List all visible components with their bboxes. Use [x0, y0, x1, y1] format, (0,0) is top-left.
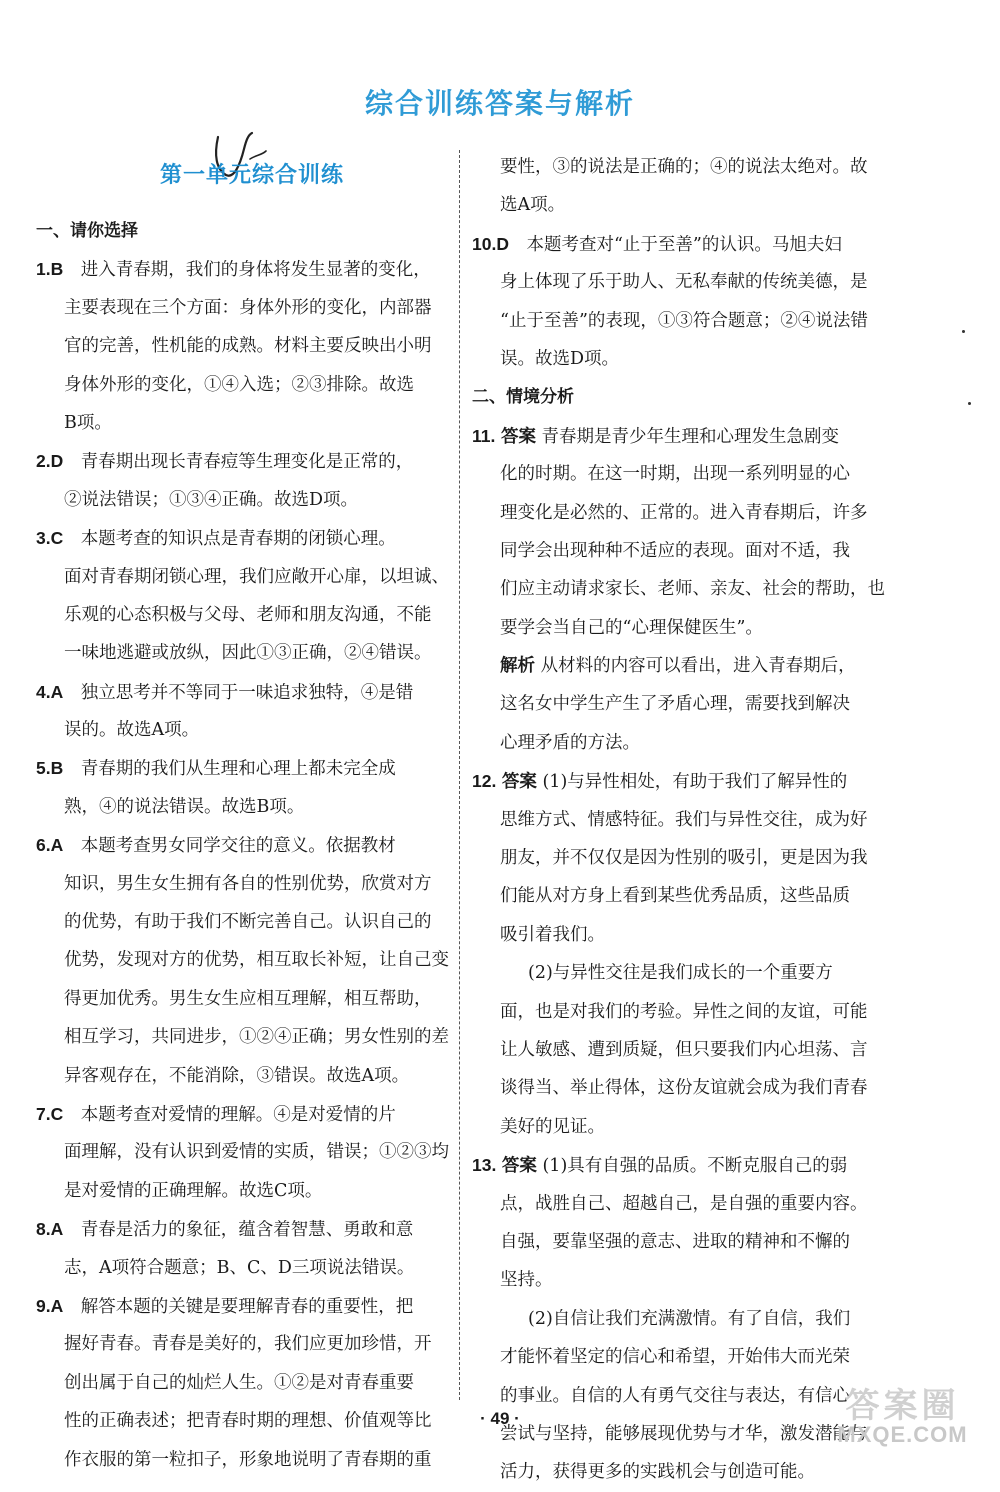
- item-text: 是对爱情的正确理解。故选C项。: [64, 1180, 323, 1201]
- answer-item: [36, 519, 456, 557]
- answer-label: 答案: [501, 1156, 537, 1177]
- answer-item: [36, 1287, 456, 1325]
- item-number: 10.D: [472, 233, 509, 254]
- item-text: 们应主动请求家长、老师、亲友、社会的帮助，也: [500, 579, 885, 600]
- answer-item: [36, 673, 456, 711]
- answer-item: [36, 250, 456, 288]
- item-text: 选A项。: [500, 195, 566, 216]
- text-line: [36, 711, 456, 749]
- item-number: 1.B: [36, 259, 64, 280]
- item-text: (2)自信让我们充满激情。有了自信，我们: [528, 1308, 851, 1329]
- answer-item: [36, 826, 456, 864]
- item-text: 活力，获得更多的实践机会与创造可能。: [500, 1462, 815, 1483]
- item-text: 异客观存在，不能消除，③错误。故选A项。: [64, 1065, 410, 1086]
- text-line: [36, 1441, 456, 1479]
- answer-item: [472, 225, 890, 263]
- text-line: [36, 1133, 456, 1171]
- item-text: 朋友，并不仅仅是因为性别的吸引，更是因为我: [500, 848, 868, 869]
- text-line: [36, 596, 456, 634]
- text-line: [472, 532, 890, 570]
- text-line: [472, 494, 890, 532]
- item-text: 自强，要靠坚强的意志、进取的精神和不懈的: [500, 1231, 850, 1252]
- item-text: ②说法错误；①③④正确。故选D项。: [64, 489, 359, 510]
- item-text: 要学会当自己的“心理保健医生”。: [500, 617, 763, 638]
- text-line: [36, 289, 456, 327]
- paragraph-line: [472, 954, 890, 992]
- text-line: [472, 1453, 890, 1491]
- item-text: 从材料的内容可以看出，进入青春期后，: [540, 656, 856, 677]
- item-number: 9.A: [36, 1295, 64, 1316]
- item-text: “止于至善”的表现，①③符合题意；②④说法错: [500, 310, 868, 331]
- item-text: 的优势，有助于我们不断完善自己。认识自己的: [64, 912, 432, 933]
- item-text: 作衣服的第一粒扣子，形象地说明了青春期的重: [64, 1449, 432, 1470]
- item-text: B项。: [64, 412, 112, 433]
- answer-item: [36, 1095, 456, 1133]
- item-text: 的事业。自信的人有勇气交往与表达，有信心: [500, 1385, 850, 1406]
- page-number: · 49 ·: [480, 1409, 520, 1428]
- unit-heading: 第一单元综合训练: [160, 163, 345, 188]
- text-line: [472, 1069, 890, 1107]
- text-line: [36, 903, 456, 941]
- text-line: [36, 366, 456, 404]
- text-line: [472, 186, 890, 224]
- text-line: [472, 916, 890, 954]
- item-text: 思维方式、情感特征。我们与异性交往，成为好: [500, 809, 868, 830]
- section-heading-text: 一、请你选择: [36, 221, 138, 241]
- item-text: 面，也是对我们的考验。异性之间的友谊，可能: [500, 1001, 868, 1022]
- answer-item: [36, 1210, 456, 1248]
- text-line: [36, 327, 456, 365]
- item-text: 误。故选D项。: [500, 348, 620, 369]
- item-text: 一味地逃避或放纵，因此①③正确，②④错误。: [64, 643, 432, 664]
- answer-item: [472, 762, 890, 800]
- analysis-label: 解析: [500, 656, 535, 677]
- item-number: 5.B: [36, 758, 64, 779]
- item-text: 美好的见证。: [500, 1116, 605, 1137]
- item-text: 同学会出现种种不适应的表现。面对不适，我: [500, 540, 850, 561]
- answer-item: [472, 417, 890, 455]
- item-text: 要性，③的说法是正确的；④的说法太绝对。故: [500, 157, 868, 177]
- text-line: [472, 1031, 890, 1069]
- item-number: 8.A: [36, 1219, 64, 1240]
- section-heading: [472, 378, 890, 416]
- item-number: 11.: [472, 425, 496, 446]
- text-line: [472, 1185, 890, 1223]
- item-text: 们能从对方身上看到某些优秀品质，这些品质: [500, 886, 850, 907]
- column-divider: [459, 150, 460, 1400]
- page-title: 综合训练答案与解析: [364, 87, 635, 120]
- item-text: 心理矛盾的方法。: [500, 732, 640, 753]
- item-text: 青春期的我们从生理和心理上都未完全成: [80, 759, 396, 780]
- analysis-line: [472, 647, 890, 685]
- text-line: [36, 865, 456, 903]
- text-line: [36, 558, 456, 596]
- item-text: 坚持。: [500, 1270, 553, 1291]
- text-line: [472, 455, 890, 493]
- item-text: (2)与异性交往是我们成长的一个重要方: [528, 963, 833, 984]
- text-line: [36, 941, 456, 979]
- text-line: [36, 1249, 456, 1287]
- text-line: [472, 993, 890, 1031]
- item-number: 3.C: [36, 528, 64, 549]
- item-text: 化的时期。在这一时期，出现一系列明显的心: [500, 464, 850, 485]
- text-line: [472, 302, 890, 340]
- item-number: 13.: [472, 1155, 497, 1176]
- item-text: 误的。故选A项。: [64, 720, 200, 741]
- answer-label: 答案: [501, 772, 537, 793]
- text-line: [36, 788, 456, 826]
- text-line: [472, 340, 890, 378]
- scan-dot: [962, 330, 965, 333]
- item-text: 理变化是必然的、正常的。进入青春期后，许多: [500, 502, 868, 523]
- text-line: [36, 1057, 456, 1095]
- item-text: 青春期出现长青春痘等生理变化是正常的，: [80, 452, 414, 473]
- item-text: 身上体现了乐于助人、无私奉献的传统美德，是: [500, 272, 868, 293]
- text-line: [472, 724, 890, 762]
- text-line: [472, 1223, 890, 1261]
- item-text: 身体外形的变化，①④入选；②③排除。故选: [64, 374, 414, 395]
- answer-item: [36, 442, 456, 480]
- item-text: 本题考查对“止于至善”的认识。马旭夫妇: [526, 234, 842, 255]
- item-text: 相互学习，共同进步，①②④正确；男女性别的差: [64, 1027, 449, 1048]
- text-line: [36, 1364, 456, 1402]
- item-text: 谈得当、举止得体，这份友谊就会成为我们青春: [500, 1078, 868, 1099]
- item-text: (1)与异性相处，有助于我们了解异性的: [542, 772, 848, 793]
- paragraph-line: [472, 1300, 890, 1338]
- right-column: [472, 148, 890, 1492]
- item-text: 得更加优秀。男生女生应相互理解，相互帮助，: [64, 988, 432, 1009]
- item-number: 2.D: [36, 451, 64, 472]
- section-heading-text: 二、情境分析: [472, 387, 574, 408]
- item-text: 让人敏感、遭到质疑，但只要我们内心坦荡、言: [500, 1039, 868, 1060]
- text-line: [472, 148, 890, 186]
- item-text: 青春期是青少年生理和心理发生急剧变: [541, 426, 840, 447]
- answer-item: [36, 749, 456, 787]
- text-line: [36, 634, 456, 672]
- item-text: 面对青春期闭锁心理，我们应敞开心扉，以坦诚、: [64, 566, 449, 587]
- item-number: 7.C: [36, 1103, 64, 1124]
- item-text: 青春是活力的象征，蕴含着智慧、勇敢和意: [80, 1220, 414, 1241]
- section-heading: [36, 212, 456, 250]
- text-line: [472, 1338, 890, 1376]
- text-line: [472, 801, 890, 839]
- watermark-logo-text: 答案圈: [845, 1386, 960, 1426]
- item-text: 知识，男生女生拥有各自的性别优势，欣赏对方: [64, 873, 432, 894]
- left-column: [36, 212, 456, 1479]
- item-text: 官的完善，性机能的成熟。材料主要反映出小明: [64, 336, 432, 357]
- item-text: 本题考查男女同学交往的意义。依据教材: [80, 836, 396, 857]
- text-line: [472, 1108, 890, 1146]
- text-line: [472, 570, 890, 608]
- watermark-logo: [815, 1378, 990, 1458]
- item-text: 本题考查的知识点是青春期的闭锁心理。: [80, 529, 396, 550]
- item-text: 这名女中学生产生了矛盾心理，需要找到解决: [500, 694, 850, 715]
- item-text: 独立思考并不等同于一味追求独特，④是错: [80, 682, 414, 703]
- item-text: 志，A项符合题意；B、C、D三项说法错误。: [64, 1257, 415, 1278]
- item-text: 尝试与坚持，能够展现优势与才华，激发潜能与: [500, 1423, 868, 1444]
- text-line: [36, 1172, 456, 1210]
- item-text: 优势，发现对方的优势，相互取长补短，让自己变: [64, 950, 449, 971]
- scan-dot: [968, 402, 971, 405]
- text-line: [472, 609, 890, 647]
- answer-item: [472, 1146, 890, 1184]
- item-text: (1)具有自强的品质。不断克服自己的弱: [542, 1156, 848, 1177]
- item-number: 12.: [472, 771, 497, 792]
- item-text: 吸引着我们。: [500, 924, 605, 945]
- text-line: [472, 877, 890, 915]
- item-text: 性的正确表述；把青春时期的理想、价值观等比: [64, 1411, 432, 1432]
- text-line: [472, 839, 890, 877]
- answer-label: 答案: [500, 426, 536, 447]
- watermark-site-text: MXQE.COM: [837, 1422, 968, 1447]
- item-text: 解答本题的关键是要理解青春的重要性，把: [80, 1296, 414, 1317]
- item-text: 本题考查对爱情的理解。④是对爱情的片: [80, 1104, 396, 1125]
- text-line: [472, 1261, 890, 1299]
- item-number: 4.A: [36, 681, 64, 702]
- text-line: [36, 481, 456, 519]
- text-line: [36, 404, 456, 442]
- item-number: 6.A: [36, 835, 64, 856]
- item-text: 才能怀着坚定的信心和希望，开始伟大而光荣: [500, 1347, 850, 1368]
- item-text: 点，战胜自己、超越自己，是自强的重要内容。: [500, 1193, 868, 1214]
- text-line: [472, 263, 890, 301]
- text-line: [36, 1325, 456, 1363]
- text-line: [36, 1018, 456, 1056]
- text-line: [36, 980, 456, 1018]
- item-text: 面理解，没有认识到爱情的实质，错误；①②③均: [64, 1142, 449, 1163]
- item-text: 握好青春。青春是美好的，我们应更加珍惜，开: [64, 1334, 432, 1355]
- item-text: 创出属于自己的灿烂人生。①②是对青春重要: [64, 1372, 414, 1393]
- text-line: [472, 685, 890, 723]
- item-text: 熟，④的说法错误。故选B项。: [64, 796, 305, 817]
- item-text: 乐观的心态积极与父母、老师和朋友沟通，不能: [64, 604, 432, 625]
- item-text: 进入青春期，我们的身体将发生显著的变化，: [80, 260, 431, 281]
- item-text: 主要表现在三个方面：身体外形的变化，内部器: [64, 297, 432, 318]
